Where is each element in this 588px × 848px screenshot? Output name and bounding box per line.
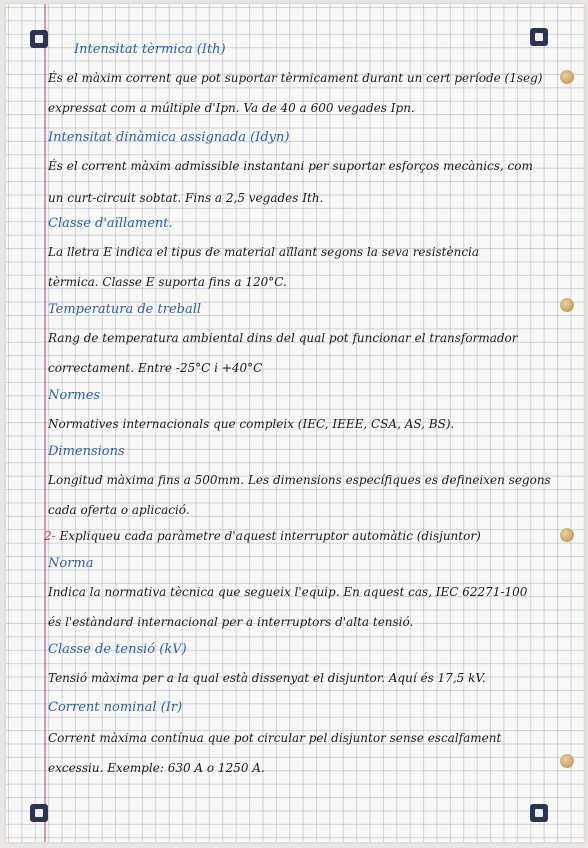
binder-hole-icon bbox=[560, 528, 574, 542]
heading-classe-tensio: Classe de tensió (kV) bbox=[48, 642, 187, 657]
paragraph-line: Rang de temperatura ambiental dins del qual pot funcionar el transformador bbox=[48, 331, 518, 345]
heading-corrent-nominal: Corrent nominal (Ir) bbox=[48, 700, 183, 715]
paragraph-line: És el corrent màxim admissible instantani per suportar esforços mecànics, com bbox=[48, 159, 533, 173]
paragraph-line: tèrmica. Classe E suporta fins a 120°C. bbox=[48, 275, 287, 289]
binder-hole-icon bbox=[560, 70, 574, 84]
heading-temperatura-treball: Temperatura de treball bbox=[48, 302, 202, 317]
heading-norma: Norma bbox=[48, 556, 94, 571]
paragraph-line: És el màxim corrent que pot suportar tèrmicament durant un cert període (1seg) bbox=[48, 71, 543, 85]
paragraph-line: Indica la normativa tècnica que segueix l'equip. En aquest cas, IEC 62271-100 bbox=[48, 585, 528, 599]
paragraph-line: Corrent màxima contínua que pot circular pel disjuntor sense escalfament bbox=[48, 731, 502, 745]
corner-marker-bottom-right-icon bbox=[530, 804, 548, 822]
question-line bbox=[44, 528, 481, 544]
corner-marker-top-right-icon bbox=[530, 28, 548, 46]
paragraph-line: és l'estàndard internacional per a interruptors d'alta tensió. bbox=[48, 615, 414, 629]
heading-intensitat-dinamica: Intensitat dinàmica assignada (Idyn) bbox=[48, 130, 290, 145]
question-number: 2- bbox=[44, 529, 56, 543]
paragraph-line: cada oferta o aplicació. bbox=[48, 503, 190, 517]
paragraph-line: La lletra E indica el tipus de material aïllant segons la seva resistència bbox=[48, 245, 480, 259]
paragraph-line: Longitud màxima fins a 500mm. Les dimensions específiques es defineixen segons bbox=[48, 473, 551, 487]
paragraph-line: expressat com a múltiple d'Ipn. Va de 40 a 600 vegades Ipn. bbox=[48, 101, 415, 115]
notebook-page bbox=[6, 4, 584, 842]
corner-marker-bottom-left-icon bbox=[30, 804, 48, 822]
corner-marker-top-left-icon bbox=[30, 30, 48, 48]
heading-dimensions: Dimensions bbox=[48, 444, 125, 459]
margin-line bbox=[44, 4, 46, 842]
binder-hole-icon bbox=[560, 298, 574, 312]
paragraph-line: un curt-circuit sobtat. Fins a 2,5 vegades Ith. bbox=[48, 191, 324, 205]
paragraph-line: correctament. Entre -25°C i +40°C bbox=[48, 361, 263, 375]
heading-intensitat-termica: Intensitat tèrmica (Ith) bbox=[74, 42, 226, 57]
paragraph-line: Normatives internacionals que compleix (IEC, IEEE, CSA, AS, BS). bbox=[48, 417, 455, 431]
heading-normes: Normes bbox=[48, 388, 101, 403]
paragraph-line: excessiu. Exemple: 630 A o 1250 A. bbox=[48, 761, 265, 775]
binder-hole-icon bbox=[560, 754, 574, 768]
paragraph-line: Tensió màxima per a la qual està dissenyat el disjuntor. Aquí és 17,5 kV. bbox=[48, 671, 486, 685]
heading-classe-aillament: Classe d'aïllament. bbox=[48, 216, 173, 231]
question-text: Expliqueu cada paràmetre d'aquest interruptor automàtic (disjuntor) bbox=[59, 529, 481, 543]
